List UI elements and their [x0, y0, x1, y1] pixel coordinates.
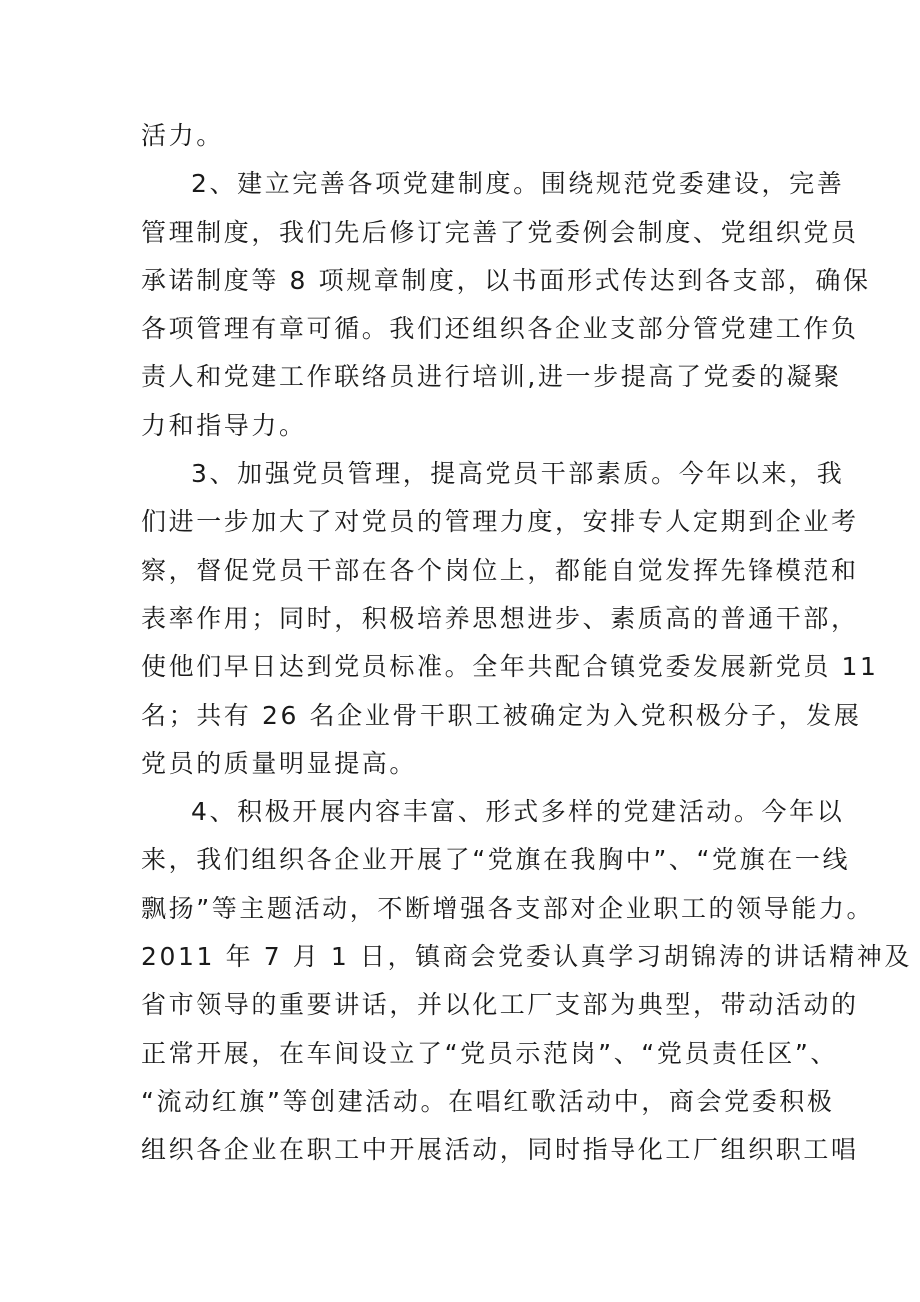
- text-line: 4、积极开展内容丰富、形式多样的党建活动。今年以: [191, 797, 845, 827]
- text-line: 管理制度，我们先后修订完善了党委例会制度、党组织党员: [141, 217, 859, 247]
- text-line: 活力。: [141, 121, 224, 150]
- paragraph-item-3: [141, 450, 879, 788]
- text-line: 责人和党建工作联络员进行培训,进一步提高了党委的凝聚: [141, 362, 842, 392]
- text-line: 力和指导力。: [141, 410, 307, 440]
- text-line: 组织各企业在职工中开展活动，同时指导化工厂组织职工唱: [141, 1135, 859, 1165]
- text-line: 2、建立完善各项党建制度。围绕规范党委建设，完善: [191, 169, 845, 199]
- text-line: 察，督促党员干部在各个岗位上，都能自觉发挥先锋模范和: [141, 555, 859, 585]
- text-line: 省市领导的重要讲话，并以化工厂支部为典型，带动活动的: [141, 990, 859, 1020]
- text-line: 们进一步加大了对党员的管理力度，安排专人定期到企业考: [141, 507, 859, 537]
- text-line: 来，我们组织各企业开展了“党旗在我胸中”、“党旗在一线: [141, 845, 851, 875]
- text-line: 名；共有 26 名企业骨干职工被确定为入党积极分子，发展: [141, 700, 862, 730]
- text-line: 使他们早日达到党员标准。全年共配合镇党委发展新党员 11: [141, 652, 879, 682]
- paragraph-item-4: [141, 788, 912, 1174]
- text-line: 党员的质量明显提高。: [141, 748, 418, 778]
- paragraph-continuation: [141, 112, 781, 160]
- text-line: “流动红旗”等创建活动。在唱红歌活动中，商会党委积极: [141, 1086, 835, 1116]
- text-line: 表率作用；同时，积极培养思想进步、素质高的普通干部，: [141, 603, 859, 633]
- text-line: 2011 年 7 月 1 日，镇商会党委认真学习胡锦涛的讲话精神及: [141, 942, 912, 972]
- text-line: 正常开展，在车间设立了“党员示范岗”、“党员责任区”、: [141, 1038, 839, 1068]
- document-page: [141, 112, 912, 1175]
- text-line: 承诺制度等 8 项规章制度，以书面形式传达到各支部，确保: [141, 265, 871, 295]
- text-line: 飘扬”等主题活动，不断增强各支部对企业职工的领导能力。: [141, 893, 875, 923]
- text-line: 3、加强党员管理，提高党员干部素质。今年以来，我: [191, 459, 845, 489]
- text-line: 各项管理有章可循。我们还组织各企业支部分管党建工作负: [141, 314, 859, 344]
- paragraph-item-2: [141, 160, 871, 450]
